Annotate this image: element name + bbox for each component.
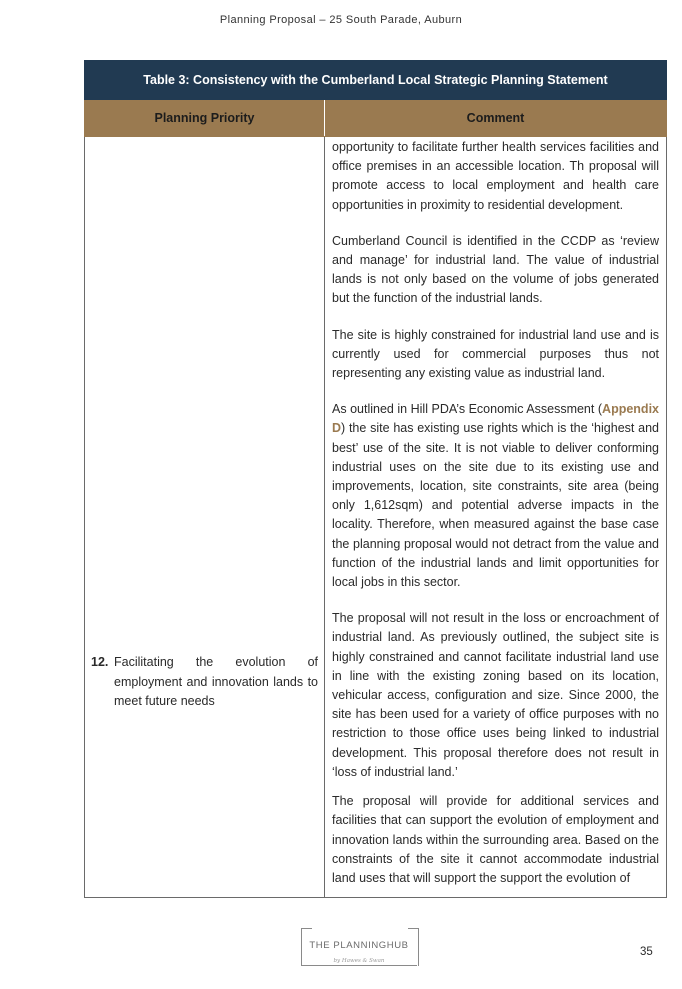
table-title: Table 3: Consistency with the Cumberland Local Strategic Planning Statement [85, 61, 667, 100]
appendix-d-link[interactable]: Appendix D [332, 402, 659, 436]
comment-paragraph: Cumberland Council is identified in the CCDP as ‘review and manage’ for industrial land. The value of industrial lands is not only based on the volume of jobs generated but the function of the industrial lands. [332, 233, 659, 306]
column-header-planning-priority: Planning Priority [85, 100, 325, 137]
planning-priority-cell [85, 137, 325, 898]
comment-paragraph: The proposal will provide for additional services and facilities that can support the evolution of employment and innovation lands within the surrounding area. Based on the constraints of the site it cannot accommodate industrial land uses that will support the support the evolution of [332, 794, 659, 885]
logo-text: THE PLANNINGHUB [309, 940, 409, 951]
comment-paragraph: opportunity to facilitate further health services facilities and office premises in an accessible location. Th proposal will promote access to local employment and health care opportunities in proximity to residential development. [332, 140, 659, 212]
planning-hub-logo [301, 928, 417, 966]
comment-paragraph [332, 400, 659, 592]
table-header-row [85, 100, 667, 137]
running-header: Planning Proposal – 25 South Parade, Auburn [219, 14, 463, 26]
logo-tagline: by Hawes & Swan [333, 958, 385, 964]
column-header-comment: Comment [325, 100, 667, 137]
comment-text: As outlined in Hill PDA’s Economic Assessment ( [332, 402, 603, 417]
priority-number: 12. [91, 655, 109, 669]
comment-text: ) the site has existing use rights which is the ‘highest and best’ use of the site. It is not viable to deliver conforming industrial uses on the site due to its existing use and improvements, location, site constraints, site area (being only 1,612sqm) and potential adverse impacts in the locality. Therefore, when measured against the base case the planning proposal would not detract from the value and function of the industrial lands and limit opportunities for local jobs in this sector. [332, 421, 659, 590]
logo-frame-bottom [301, 965, 417, 966]
comment-paragraph: The site is highly constrained for industrial land use and is currently used for commercial purposes thus not representing any existing value as industrial land. [332, 327, 659, 381]
page-number: 35 [640, 946, 653, 958]
comment-paragraph: The proposal will not result in the loss or encroachment of industrial land. As previously outlined, the subject site is highly constrained and cannot facilitate industrial land use in line with the existing zoning based on its location, vehicular access, configuration and size. Since 2000, the site has been used for a variety of office purposes with no restriction to those office uses being linked to industrial development. This proposal therefore does not result in ‘loss of industrial land.’ [332, 611, 659, 779]
table-row [85, 137, 667, 898]
comment-cell [325, 137, 667, 898]
priority-text: Facilitating the evolution of employment and innovation lands to meet future needs [114, 655, 318, 708]
table-title-row [85, 61, 667, 100]
consistency-table [84, 60, 667, 898]
planning-priority-item [91, 653, 318, 712]
